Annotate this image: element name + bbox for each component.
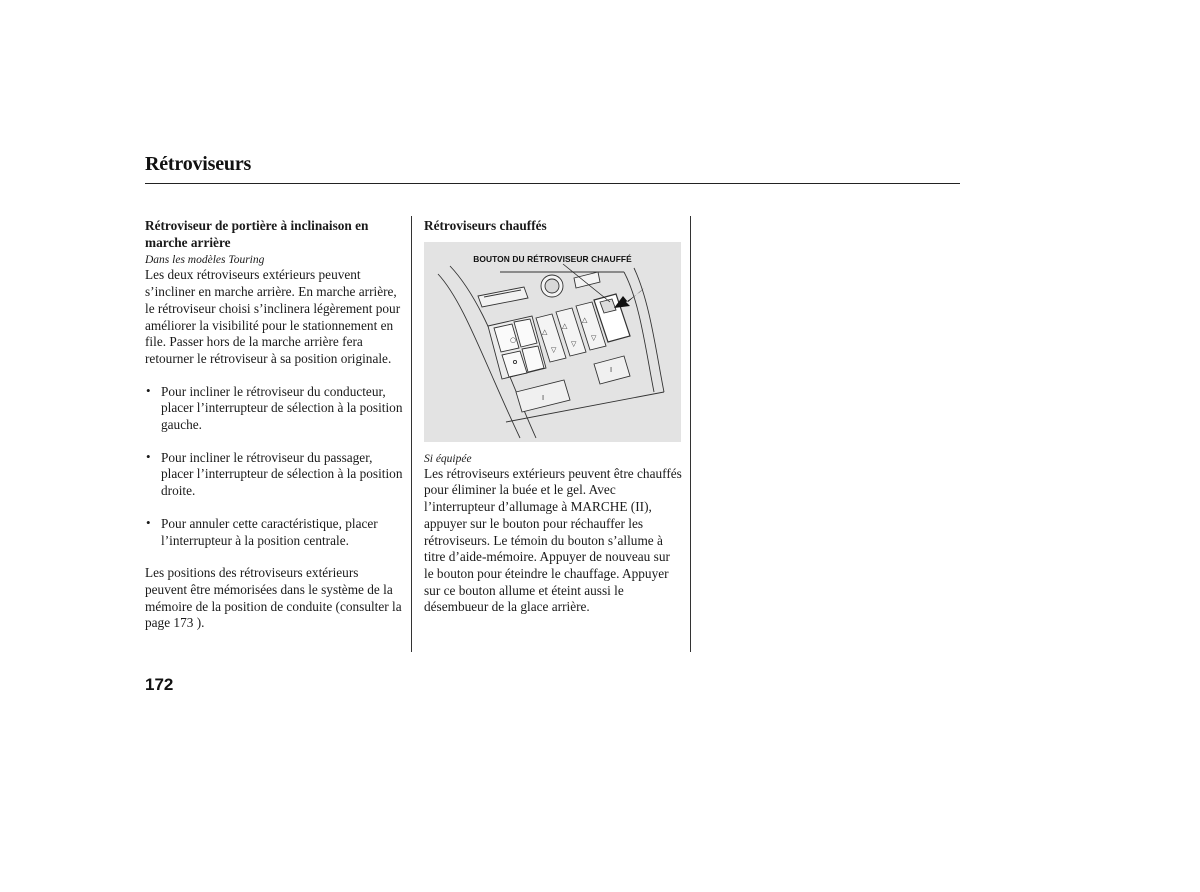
up-arrow-icon: △ — [562, 321, 568, 330]
section-heading-heated-mirrors: Rétroviseurs chauffés — [424, 218, 547, 233]
page-number: 172 — [145, 675, 174, 694]
line-mark-icon: I — [542, 393, 545, 402]
memory-note: Les positions des rétroviseurs extérieurs peuvent être mémorisées dans le système de la mémoire de la position de conduite (consulter la page 173 ). — [145, 565, 402, 631]
reverse-tilt-intro: Les deux rétroviseurs extérieurs peuvent s’incliner en marche arrière. En marche arrière, le rétroviseur choisi s’inclinera légèrement pour améliorer la visibilité pour le stationnement en file. Passer hors de la marche arrière fera retourner le rétroviseur à sa position originale. — [145, 267, 401, 366]
callout-leader-line — [563, 264, 610, 302]
column-divider-left — [411, 216, 412, 652]
down-arrow-icon: ▽ — [551, 345, 557, 354]
down-arrow-icon: ▽ — [571, 339, 577, 348]
up-arrow-icon: △ — [542, 327, 548, 336]
bullet-text: Pour incliner le rétroviseur du conducteur, placer l’interrupteur de sélection à la position gauche. — [161, 383, 403, 433]
bullet-driver-mirror — [145, 384, 403, 434]
up-arrow-icon: △ — [582, 315, 588, 324]
figure-callout-label: BOUTON DU RÉTROVISEUR CHAUFFÉ — [473, 253, 632, 264]
section-heading-reverse-tilt: Rétroviseur de portière à inclinaison en marche arrière — [145, 218, 369, 250]
page-title: Rétroviseurs — [145, 153, 252, 175]
bullet-dot: • — [146, 514, 151, 530]
bullet-dot: • — [146, 382, 151, 398]
middle-column — [424, 218, 682, 616]
column-divider-right — [690, 216, 691, 652]
heated-mirrors-body: Les rétroviseurs extérieurs peuvent être chauffés pour éliminer la buée et le gel. Avec l’interrupteur d’allumage à MARCHE (II), appuyer sur le bouton pour réchauffer les rétroviseurs. Le témoin du bouton s’allume à titre d’aide-mémoire. Appuyer de nouveau sur le bouton pour éteindre le chauffage. Appuyer sur ce bouton allume et éteint aussi le désembueur de la glace arrière. — [424, 465, 682, 615]
switch-panel-drawing — [424, 242, 681, 442]
pointer-arrow-icon — [614, 288, 644, 308]
circle-mark-icon: ○ — [510, 335, 517, 344]
title-rule — [145, 183, 960, 184]
bullet-dot: • — [146, 448, 151, 464]
down-arrow-icon: ▽ — [591, 333, 597, 342]
bullet-text: Pour incliner le rétroviseur du passager, placer l’interrupteur de sélection à la position droite. — [161, 449, 403, 499]
reverse-tilt-steps — [145, 384, 403, 550]
heated-mirror-switch-illustration — [424, 242, 681, 442]
equipped-note: Si équipée — [424, 452, 472, 465]
bullet-text: Pour annuler cette caractéristique, placer l’interrupteur à la position centrale. — [161, 515, 378, 548]
touring-note: Dans les modèles Touring — [145, 254, 265, 267]
left-column — [145, 218, 403, 632]
line-mark-icon: I — [610, 365, 613, 374]
bullet-passenger-mirror — [145, 450, 403, 500]
bullet-cancel-feature — [145, 516, 403, 549]
